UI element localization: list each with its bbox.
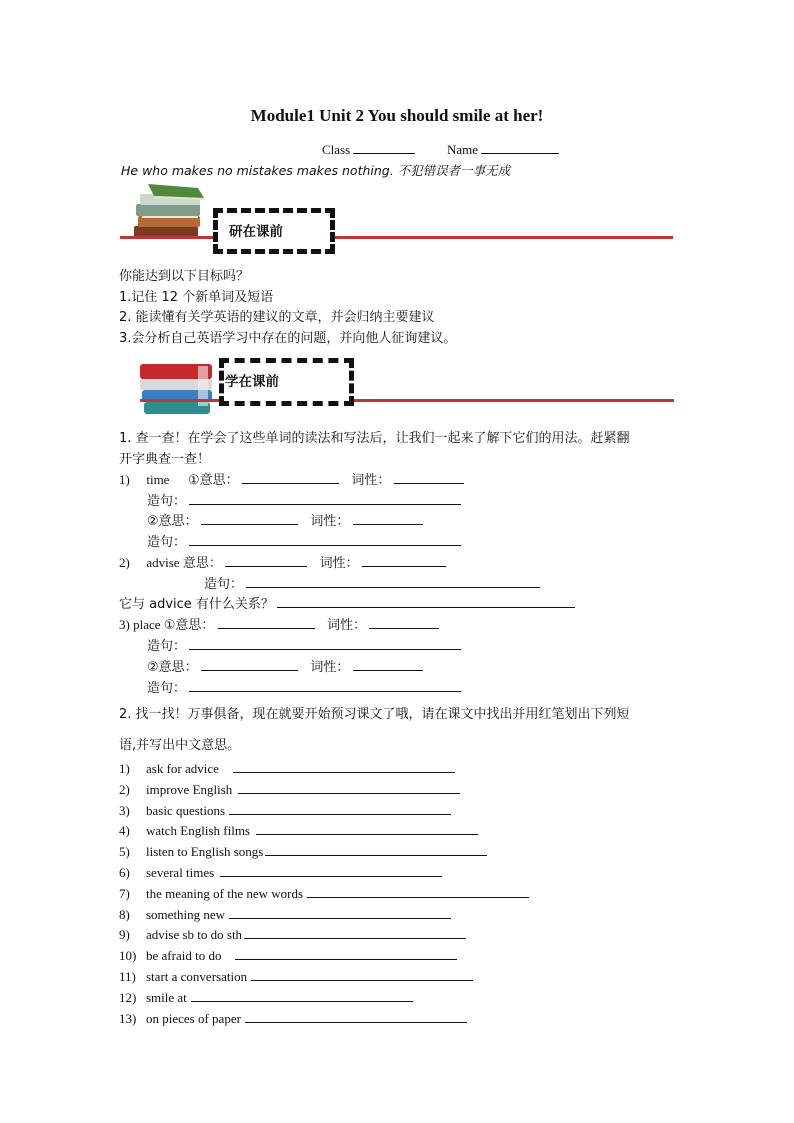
- goals-intro: 你能达到以下目标吗？: [119, 269, 250, 284]
- list-item: 7) the meaning of the new words: [119, 885, 529, 902]
- list-item: 9) advise sb to do sth: [119, 926, 466, 943]
- answer-blank[interactable]: [265, 843, 487, 856]
- pos-blank[interactable]: [353, 512, 423, 525]
- class-blank[interactable]: [353, 141, 415, 154]
- example-blank[interactable]: [189, 679, 461, 692]
- meaning-blank[interactable]: [225, 554, 307, 567]
- pos-blank[interactable]: [369, 616, 439, 629]
- pos-blank[interactable]: [362, 554, 446, 567]
- meaning-blank[interactable]: [201, 658, 298, 671]
- example-blank[interactable]: [189, 637, 461, 650]
- task2-instruction: 2. 找一找！万事俱备，现在就要开始预习课文了哦，请在课文中找出并用红笔划出下列短: [119, 707, 630, 722]
- task1-instruction: 1. 查一查！在学会了这些单词的读法和写法后，让我们一起来了解下它们的用法。赶紧翻: [119, 431, 630, 446]
- list-item: 10) be afraid to do: [119, 947, 457, 964]
- list-item: 4) watch English films: [119, 822, 478, 839]
- relation-question: 它与 advice 有什么关系？: [119, 593, 575, 612]
- answer-blank[interactable]: [238, 781, 460, 794]
- answer-blank[interactable]: [220, 864, 442, 877]
- list-item: 8) something new: [119, 906, 451, 923]
- section1-divider: [120, 236, 673, 239]
- example-row: 造句：: [147, 677, 461, 696]
- pos-blank[interactable]: [353, 658, 423, 671]
- answer-blank[interactable]: [235, 947, 457, 960]
- book-stack-icon: [128, 182, 218, 252]
- name-field: [447, 141, 559, 158]
- list-item: 1) ask for advice: [119, 760, 455, 777]
- example-row: 造句：: [147, 490, 461, 509]
- goal-item: 2. 能读懂有关学英语的建议的文章，并会归纳主要建议: [119, 310, 435, 325]
- meaning-blank[interactable]: [218, 616, 315, 629]
- example-blank[interactable]: [189, 533, 461, 546]
- list-item: 5) listen to English songs: [119, 843, 487, 860]
- list-item: 6) several times: [119, 864, 442, 881]
- class-label: Class: [322, 142, 351, 157]
- section2-heading: 学在课前: [225, 374, 279, 390]
- example-row: 造句：: [147, 531, 461, 550]
- example-blank[interactable]: [189, 492, 461, 505]
- answer-blank[interactable]: [244, 926, 466, 939]
- list-item: 2) improve English: [119, 781, 460, 798]
- meaning-blank[interactable]: [242, 471, 339, 484]
- goal-item: 1.记住 12 个新单词及短语: [119, 290, 274, 305]
- list-item: 13) on pieces of paper: [119, 1010, 467, 1027]
- list-item: 11) start a conversation: [119, 968, 473, 985]
- list-item: 12) smile at: [119, 989, 413, 1006]
- item-time: 1) time ①意思： 词性：: [119, 469, 464, 488]
- example-row: 造句：: [204, 573, 540, 592]
- item-place: 3) place ①意思： 词性：: [119, 614, 439, 633]
- list-item: 3) basic questions: [119, 802, 451, 819]
- name-blank[interactable]: [481, 141, 559, 154]
- relation-blank[interactable]: [277, 595, 575, 608]
- page-title: Module1 Unit 2 You should smile at her!: [250, 106, 544, 125]
- sense2-row: ②意思： 词性：: [147, 656, 423, 675]
- answer-blank[interactable]: [229, 802, 451, 815]
- answer-blank[interactable]: [191, 989, 413, 1002]
- task2-instruction-cont: 语,并写出中文意思。: [119, 738, 241, 753]
- answer-blank[interactable]: [245, 1010, 467, 1023]
- answer-blank[interactable]: [233, 760, 455, 773]
- example-row: 造句：: [147, 635, 461, 654]
- answer-blank[interactable]: [229, 906, 451, 919]
- task1-instruction-cont: 开字典查一查！: [119, 452, 211, 467]
- answer-blank[interactable]: [256, 822, 478, 835]
- quote: He who makes no mistakes makes nothing. 不犯错误者一事无成: [121, 163, 511, 178]
- pos-blank[interactable]: [394, 471, 464, 484]
- goal-item: 3.会分析自己英语学习中存在的问题，并向他人征询建议。: [119, 331, 457, 346]
- book-stack-icon: [134, 358, 224, 420]
- item-advise: 2) advise 意思： 词性：: [119, 552, 446, 571]
- name-label: Name: [447, 142, 479, 157]
- sense2-row: ②意思： 词性：: [147, 510, 423, 529]
- meaning-blank[interactable]: [201, 512, 298, 525]
- answer-blank[interactable]: [307, 885, 529, 898]
- class-field: [322, 141, 415, 158]
- section1-heading: 研在课前: [229, 224, 283, 240]
- example-blank[interactable]: [246, 575, 540, 588]
- answer-blank[interactable]: [251, 968, 473, 981]
